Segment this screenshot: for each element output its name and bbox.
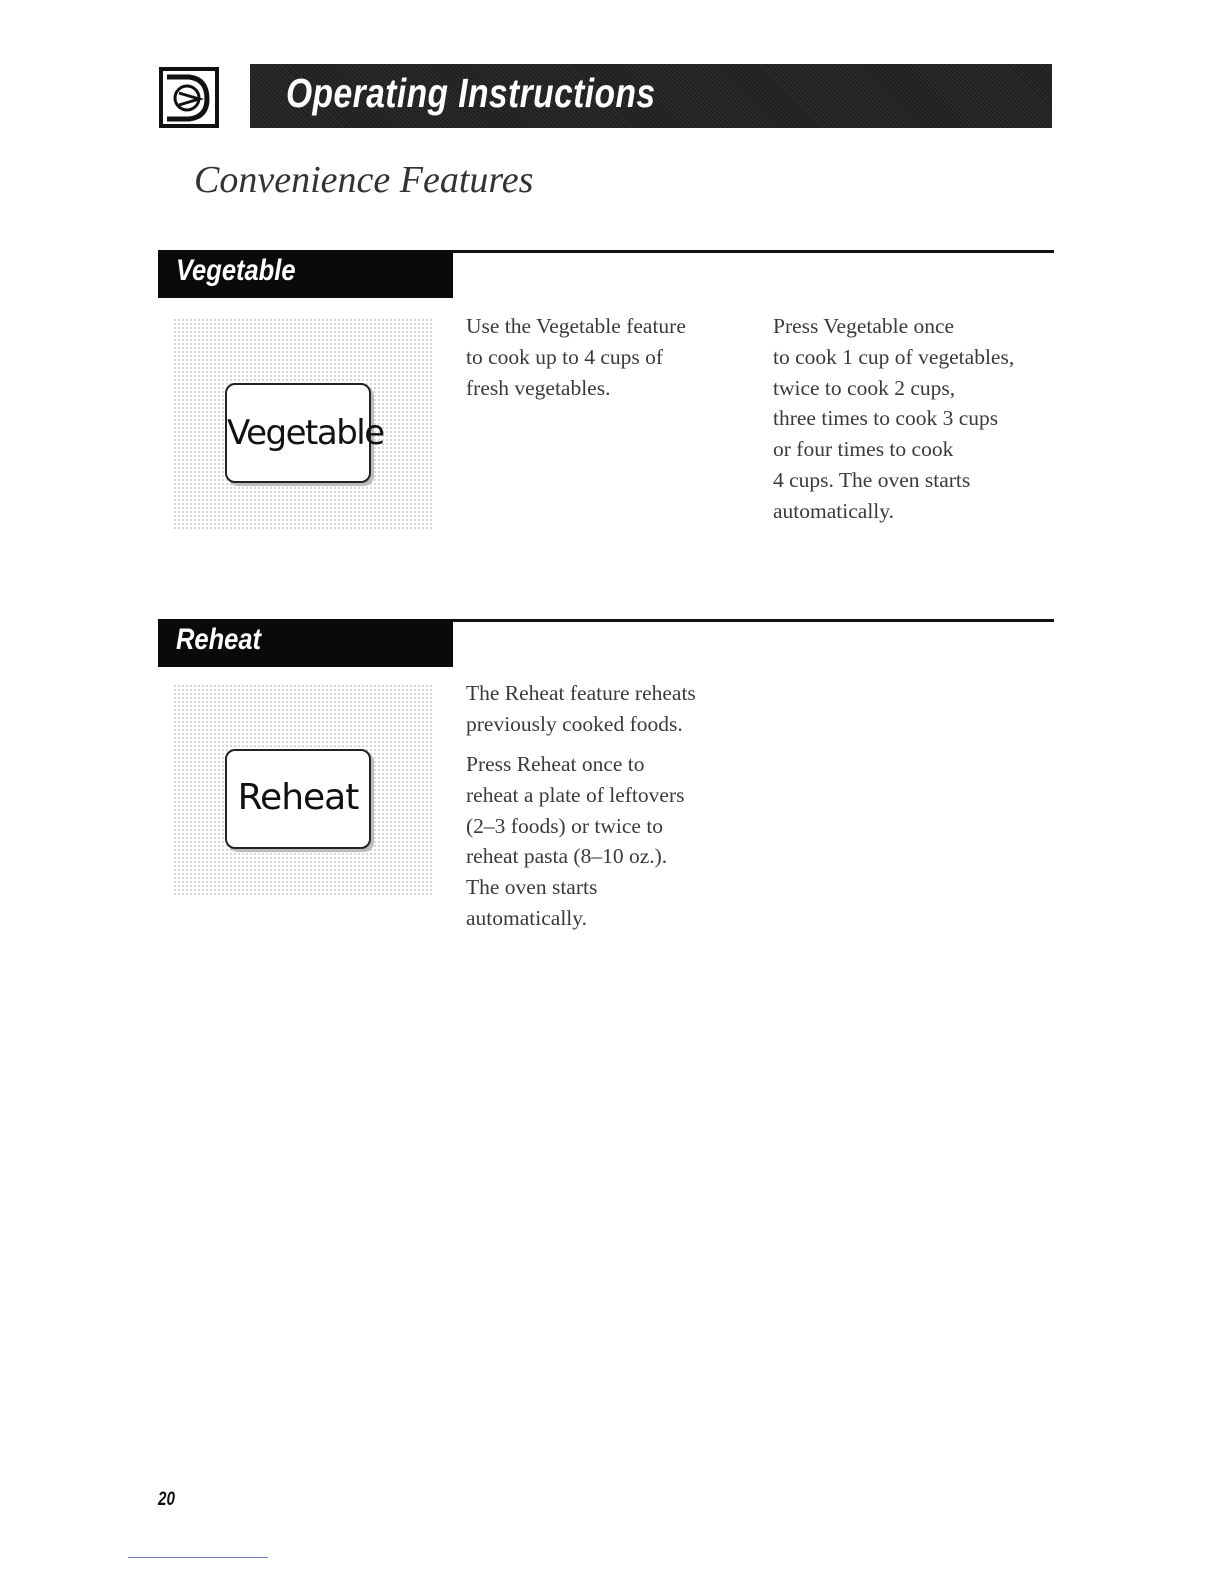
vegetable-key-icon	[225, 383, 384, 483]
vegetable-description: Use the Vegetable feature to cook up to 4 cups of fresh vegetables.	[466, 314, 686, 400]
vegetable-button-illustration	[173, 318, 433, 530]
header-banner	[250, 64, 1052, 128]
page-subtitle: Convenience Features	[194, 159, 534, 201]
vegetable-instructions: Press Vegetable once to cook 1 cup of vegetables, twice to cook 2 cups, three times to cook 3 cups or four times to cook 4 cups. The oven starts automatically.	[773, 314, 1015, 523]
section-heading-vegetable	[158, 250, 453, 298]
section-divider	[453, 250, 1054, 253]
footer-divider	[128, 1557, 268, 1558]
reheat-description: The Reheat feature reheats previously cooked foods.	[466, 681, 696, 736]
vegetable-key-label: Vegetable	[227, 413, 384, 453]
reheat-key-icon	[225, 749, 371, 849]
section-heading-label: Reheat	[176, 623, 262, 656]
section-divider	[453, 619, 1054, 622]
section-heading-label: Vegetable	[176, 254, 296, 287]
section-heading-reheat	[158, 619, 453, 667]
microwave-logo-icon	[159, 67, 219, 128]
reheat-instructions: Press Reheat once to reheat a plate of leftovers (2–3 foods) or twice to reheat pasta (8–10 oz.). The oven starts automatically.	[466, 752, 685, 930]
page-title: Operating Instructions	[286, 70, 656, 116]
reheat-button-illustration	[173, 684, 433, 896]
page-number: 20	[158, 1489, 175, 1510]
reheat-key-label: Reheat	[237, 777, 359, 818]
